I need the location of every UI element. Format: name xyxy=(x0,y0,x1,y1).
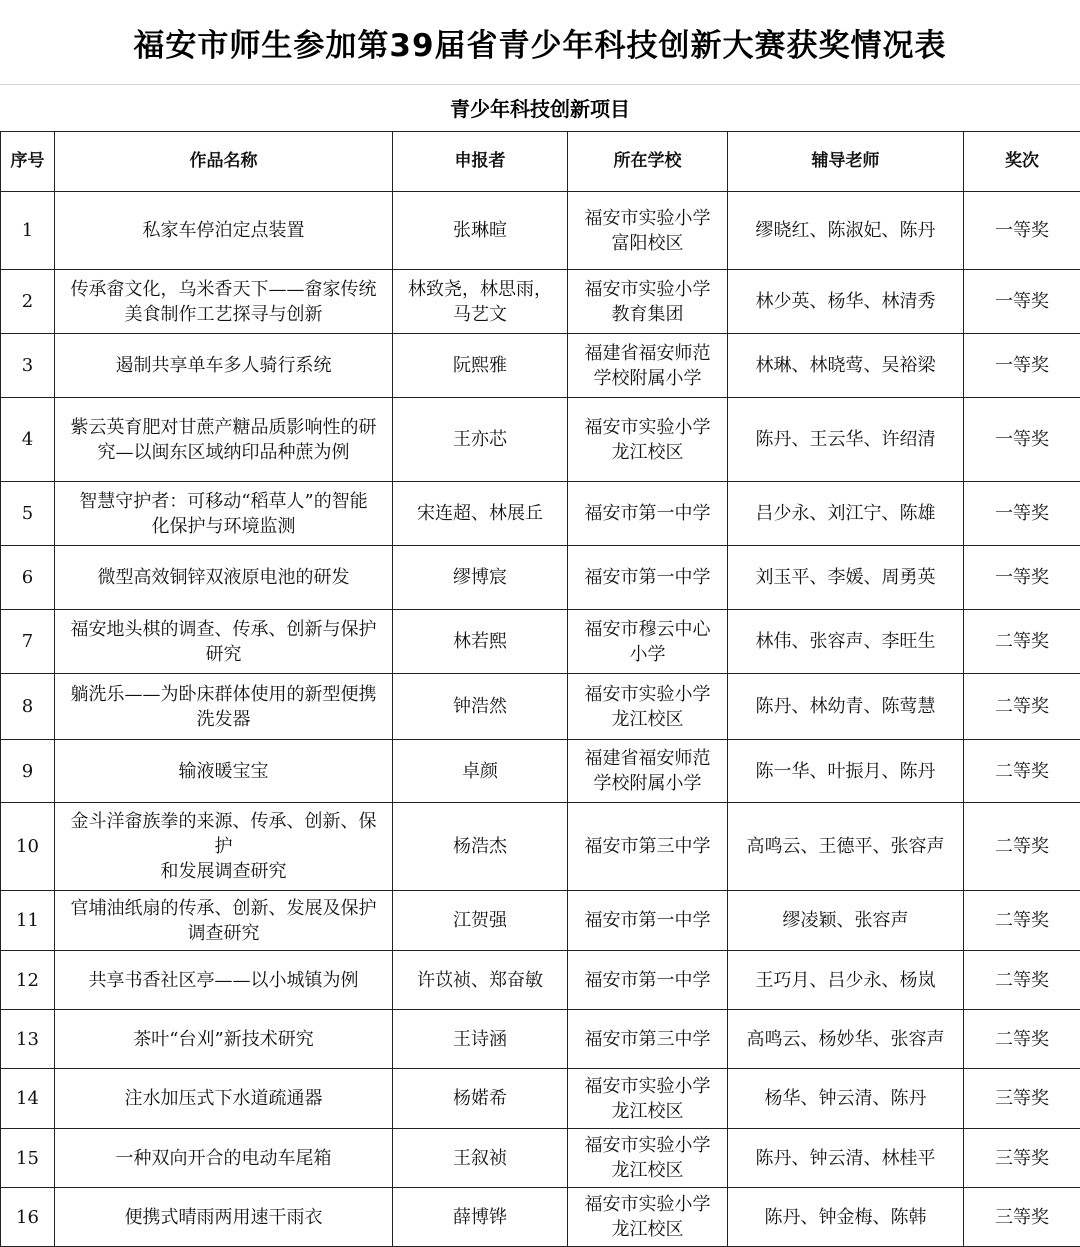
cell-applicant: 缪博宸 xyxy=(393,546,568,610)
table-row xyxy=(1,803,1080,891)
cell-school: 福安市第一中学 xyxy=(568,546,728,610)
cell-project-name: 金斗洋畲族拳的来源、传承、创新、保 护 和发展调查研究 xyxy=(55,803,393,891)
cell-school: 福安市实验小学 富阳校区 xyxy=(568,192,728,270)
cell-applicant: 钟浩然 xyxy=(393,674,568,740)
table-row xyxy=(1,482,1080,546)
section-subtitle: 青少年科技创新项目 xyxy=(450,97,630,121)
cell-school: 福安市实验小学 龙江校区 xyxy=(568,1188,728,1247)
cell-school: 福安市第一中学 xyxy=(568,951,728,1010)
cell-applicant: 林若熙 xyxy=(393,610,568,674)
table-row xyxy=(1,740,1080,803)
cell-award: 二等奖 xyxy=(964,891,1080,951)
cell-school: 福安市第三中学 xyxy=(568,1010,728,1069)
cell-project-name: 输液暖宝宝 xyxy=(55,740,393,803)
cell-project-name: 私家车停泊定点装置 xyxy=(55,192,393,270)
cell-award: 一等奖 xyxy=(964,270,1080,334)
cell-teacher: 高鸣云、王德平、张容声 xyxy=(728,803,964,891)
cell-teacher: 陈丹、林幼青、陈莺慧 xyxy=(728,674,964,740)
cell-row-number: 5 xyxy=(1,482,55,546)
cell-row-number: 3 xyxy=(1,334,55,398)
cell-award: 一等奖 xyxy=(964,334,1080,398)
cell-applicant: 张琳暄 xyxy=(393,192,568,270)
table-row xyxy=(1,1129,1080,1188)
table-row xyxy=(1,1010,1080,1069)
cell-applicant: 杨婼希 xyxy=(393,1069,568,1129)
cell-applicant: 林致尧，林思雨， 马艺文 xyxy=(393,270,568,334)
cell-teacher: 吕少永、刘江宁、陈雄 xyxy=(728,482,964,546)
table-row xyxy=(1,398,1080,482)
cell-school: 福安市第三中学 xyxy=(568,803,728,891)
cell-award: 二等奖 xyxy=(964,1010,1080,1069)
cell-school: 福建省福安师范 学校附属小学 xyxy=(568,334,728,398)
cell-row-number: 9 xyxy=(1,740,55,803)
cell-project-name: 智慧守护者：可移动“稻草人”的智能 化保护与环境监测 xyxy=(55,482,393,546)
cell-row-number: 14 xyxy=(1,1069,55,1129)
cell-teacher: 陈丹、王云华、许绍清 xyxy=(728,398,964,482)
cell-award: 三等奖 xyxy=(964,1188,1080,1247)
cell-row-number: 8 xyxy=(1,674,55,740)
cell-teacher: 林伟、张容声、李旺生 xyxy=(728,610,964,674)
cell-project-name: 遏制共享单车多人骑行系统 xyxy=(55,334,393,398)
cell-teacher: 陈一华、叶振月、陈丹 xyxy=(728,740,964,803)
cell-project-name: 茶叶“台刈”新技术研究 xyxy=(55,1010,393,1069)
cell-row-number: 16 xyxy=(1,1188,55,1247)
table-row xyxy=(1,546,1080,610)
header-teacher: 辅导老师 xyxy=(728,132,964,192)
cell-project-name: 微型高效铜锌双液原电池的研发 xyxy=(55,546,393,610)
table-header-row xyxy=(1,132,1080,192)
cell-award: 一等奖 xyxy=(964,546,1080,610)
cell-school: 福建省福安师范 学校附属小学 xyxy=(568,740,728,803)
award-table xyxy=(0,131,1080,1247)
table-row xyxy=(1,1188,1080,1247)
cell-applicant: 王叙祯 xyxy=(393,1129,568,1188)
cell-applicant: 江贺强 xyxy=(393,891,568,951)
cell-applicant: 王亦芯 xyxy=(393,398,568,482)
table-row xyxy=(1,270,1080,334)
table-row xyxy=(1,891,1080,951)
cell-teacher: 缪凌颖、张容声 xyxy=(728,891,964,951)
cell-project-name: 传承畲文化，乌米香天下——畲家传统 美食制作工艺探寻与创新 xyxy=(55,270,393,334)
cell-school: 福安市实验小学 龙江校区 xyxy=(568,398,728,482)
cell-row-number: 13 xyxy=(1,1010,55,1069)
cell-school: 福安市穆云中心 小学 xyxy=(568,610,728,674)
cell-applicant: 卓颜 xyxy=(393,740,568,803)
cell-row-number: 10 xyxy=(1,803,55,891)
table-row xyxy=(1,1069,1080,1129)
cell-award: 一等奖 xyxy=(964,192,1080,270)
cell-applicant: 王诗涵 xyxy=(393,1010,568,1069)
cell-award: 二等奖 xyxy=(964,610,1080,674)
cell-project-name: 便携式晴雨两用速干雨衣 xyxy=(55,1188,393,1247)
cell-row-number: 1 xyxy=(1,192,55,270)
cell-teacher: 王巧月、吕少永、杨岚 xyxy=(728,951,964,1010)
cell-applicant: 宋连超、林展丘 xyxy=(393,482,568,546)
cell-project-name: 紫云英育肥对甘蔗产糖品质影响性的研 究—以闽东区域纳印品种蔗为例 xyxy=(55,398,393,482)
header-award: 奖次 xyxy=(964,132,1080,192)
header-name: 作品名称 xyxy=(55,132,393,192)
cell-row-number: 6 xyxy=(1,546,55,610)
cell-project-name: 共享书香社区亭——以小城镇为例 xyxy=(55,951,393,1010)
cell-row-number: 11 xyxy=(1,891,55,951)
cell-row-number: 7 xyxy=(1,610,55,674)
cell-teacher: 林琳、林晓莺、吴裕梁 xyxy=(728,334,964,398)
table-row xyxy=(1,192,1080,270)
cell-award: 一等奖 xyxy=(964,482,1080,546)
cell-row-number: 4 xyxy=(1,398,55,482)
cell-project-name: 一种双向开合的电动车尾箱 xyxy=(55,1129,393,1188)
cell-school: 福安市实验小学 教育集团 xyxy=(568,270,728,334)
cell-project-name: 躺洗乐——为卧床群体使用的新型便携 洗发器 xyxy=(55,674,393,740)
cell-award: 二等奖 xyxy=(964,803,1080,891)
cell-award: 三等奖 xyxy=(964,1069,1080,1129)
cell-row-number: 2 xyxy=(1,270,55,334)
cell-school: 福安市实验小学 龙江校区 xyxy=(568,1129,728,1188)
cell-school: 福安市第一中学 xyxy=(568,891,728,951)
cell-applicant: 许苡祯、郑奋敏 xyxy=(393,951,568,1010)
cell-teacher: 缪晓红、陈淑妃、陈丹 xyxy=(728,192,964,270)
table-row xyxy=(1,951,1080,1010)
header-applicant: 申报者 xyxy=(393,132,568,192)
cell-project-name: 官埔油纸扇的传承、创新、发展及保护 调查研究 xyxy=(55,891,393,951)
table-row xyxy=(1,334,1080,398)
cell-applicant: 阮熙雅 xyxy=(393,334,568,398)
cell-award: 三等奖 xyxy=(964,1129,1080,1188)
page-title: 福安市师生参加第39届省青少年科技创新大赛获奖情况表 xyxy=(133,27,947,64)
cell-teacher: 刘玉平、李媛、周勇英 xyxy=(728,546,964,610)
table-row xyxy=(1,610,1080,674)
cell-applicant: 杨浩杰 xyxy=(393,803,568,891)
cell-teacher: 陈丹、钟金梅、陈韩 xyxy=(728,1188,964,1247)
cell-row-number: 12 xyxy=(1,951,55,1010)
cell-row-number: 15 xyxy=(1,1129,55,1188)
table-body xyxy=(1,192,1080,1247)
header-no: 序号 xyxy=(1,132,55,192)
cell-school: 福安市第一中学 xyxy=(568,482,728,546)
subtitle-row xyxy=(0,84,1080,131)
cell-project-name: 福安地头棋的调查、传承、创新与保护 研究 xyxy=(55,610,393,674)
cell-award: 二等奖 xyxy=(964,740,1080,803)
cell-award: 二等奖 xyxy=(964,674,1080,740)
header-school: 所在学校 xyxy=(568,132,728,192)
title-row xyxy=(0,0,1080,85)
cell-school: 福安市实验小学 龙江校区 xyxy=(568,674,728,740)
cell-award: 一等奖 xyxy=(964,398,1080,482)
cell-teacher: 杨华、钟云清、陈丹 xyxy=(728,1069,964,1129)
cell-teacher: 林少英、杨华、林清秀 xyxy=(728,270,964,334)
table-row xyxy=(1,674,1080,740)
cell-applicant: 薛博铧 xyxy=(393,1188,568,1247)
cell-teacher: 高鸣云、杨妙华、张容声 xyxy=(728,1010,964,1069)
cell-teacher: 陈丹、钟云清、林桂平 xyxy=(728,1129,964,1188)
cell-school: 福安市实验小学 龙江校区 xyxy=(568,1069,728,1129)
cell-project-name: 注水加压式下水道疏通器 xyxy=(55,1069,393,1129)
cell-award: 二等奖 xyxy=(964,951,1080,1010)
